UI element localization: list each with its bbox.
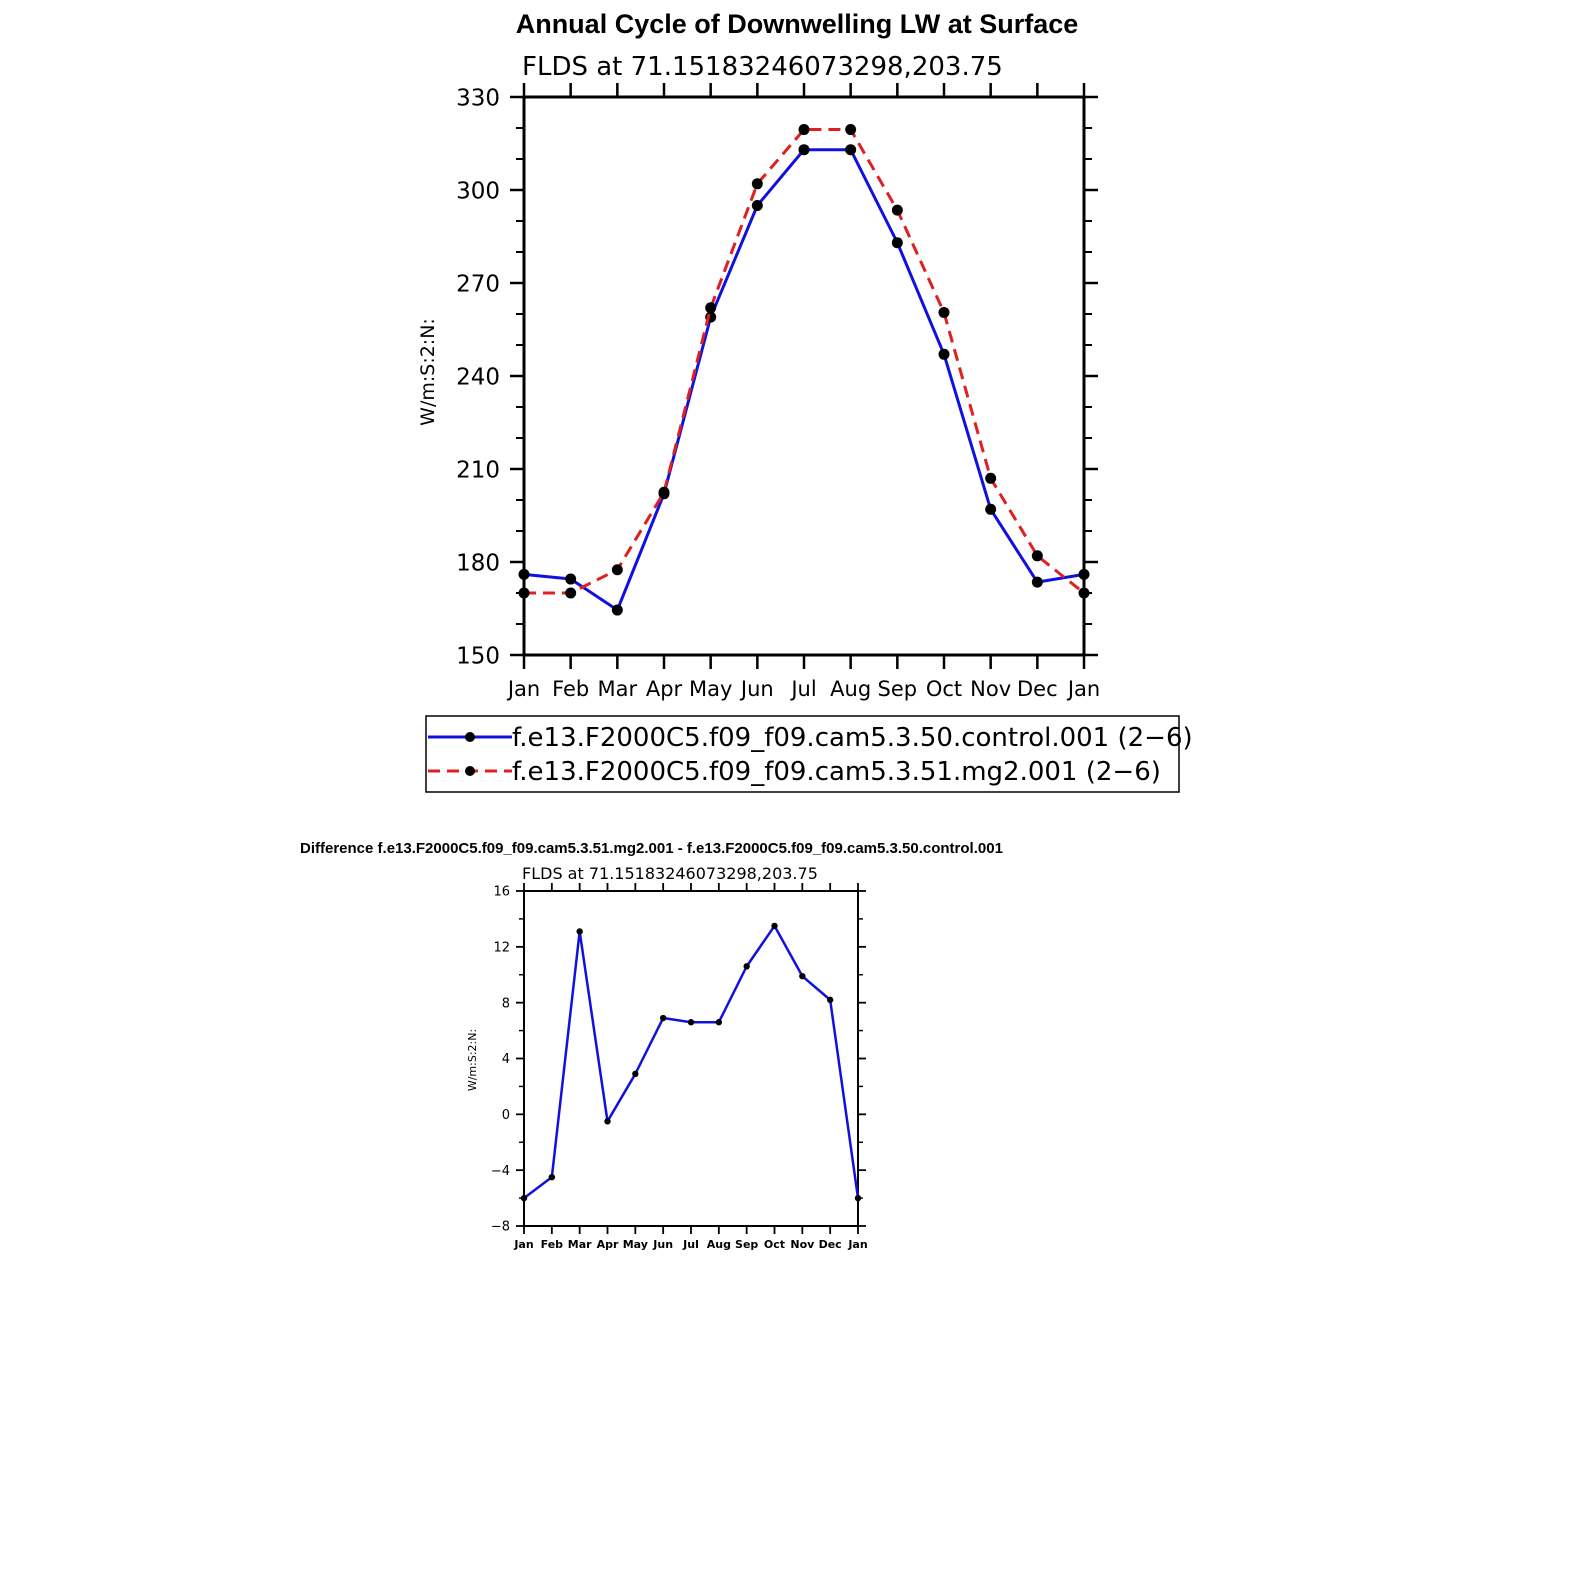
main-data-point (845, 144, 856, 155)
difference-chart (300, 840, 1003, 1251)
diff-data-point (771, 923, 777, 929)
main-data-point (939, 307, 950, 318)
main-data-point (519, 588, 530, 599)
diff-data-point (855, 1195, 861, 1201)
main-y-tick-label: 150 (456, 643, 500, 670)
diff-x-tick-label: Feb (540, 1238, 564, 1251)
series-lines (519, 124, 1090, 616)
diff-y-tick-label: −4 (490, 1163, 510, 1179)
main-x-tick-label: May (688, 677, 733, 701)
main-data-point (612, 564, 623, 575)
main-x-tick-label: Jun (740, 677, 774, 701)
diff-data-point (799, 973, 805, 979)
main-x-tick-label: Mar (597, 677, 638, 701)
main-data-point (1032, 577, 1043, 588)
annual-cycle-chart (417, 9, 1193, 792)
main-y-tick-label: 240 (456, 364, 500, 391)
main-data-point (612, 605, 623, 616)
main-data-point (752, 200, 763, 211)
main-data-point (845, 124, 856, 135)
diff-data-point (660, 1015, 666, 1021)
diff-data-point (549, 1174, 555, 1180)
main-data-point (519, 569, 530, 580)
main-x-tick-label: Jan (507, 677, 541, 701)
diff-x-tick-label: Mar (567, 1238, 592, 1251)
main-y-tick-label: 300 (456, 178, 500, 205)
diff-y-tick-label: −8 (490, 1219, 510, 1235)
diff-data-point (688, 1019, 694, 1025)
main-data-point (985, 473, 996, 484)
main-data-point (939, 349, 950, 360)
chart-title: Annual Cycle of Downwelling LW at Surface (515, 9, 1079, 39)
difference-plot-frame (491, 883, 868, 1251)
main-x-tick-label: Feb (552, 677, 590, 701)
diff-y-tick-label: 0 (501, 1108, 510, 1124)
plot-frame (456, 83, 1100, 701)
diff-x-tick-label: Nov (790, 1238, 815, 1251)
difference-subtitle: FLDS at 71.15183246073298,203.75 (522, 864, 818, 883)
diff-data-point (521, 1195, 527, 1201)
main-data-point (565, 588, 576, 599)
diff-y-tick-label: 16 (493, 884, 510, 900)
main-data-point (799, 124, 810, 135)
main-x-tick-label: Jul (791, 677, 817, 701)
diff-y-tick-label: 4 (501, 1052, 510, 1068)
main-x-tick-label: Apr (645, 677, 683, 701)
main-x-tick-label: Dec (1017, 677, 1058, 701)
y-axis-label: W/m:S:2:N: (417, 318, 439, 426)
main-data-point (659, 487, 670, 498)
diff-x-tick-label: Sep (735, 1238, 759, 1251)
main-x-tick-label: Nov (970, 677, 1012, 701)
main-y-tick-label: 330 (456, 85, 500, 112)
diff-data-point (632, 1071, 638, 1077)
diff-x-tick-label: Jan (848, 1238, 868, 1251)
main-data-point (799, 144, 810, 155)
main-series-line-0 (524, 150, 1084, 610)
diff-x-tick-label: Oct (763, 1238, 786, 1251)
legend-marker-control (465, 732, 475, 742)
diff-x-tick-label: Aug (706, 1238, 731, 1251)
main-data-point (705, 302, 716, 313)
main-x-tick-label: Sep (877, 677, 918, 701)
main-data-point (1079, 588, 1090, 599)
diff-data-point (604, 1118, 610, 1124)
diff-x-tick-label: Jul (683, 1238, 699, 1251)
difference-series-lines (521, 923, 861, 1202)
diff-series-line-0 (524, 926, 858, 1198)
main-data-point (752, 178, 763, 189)
main-y-tick-label: 210 (456, 457, 500, 484)
main-plot-border (524, 97, 1084, 655)
main-data-point (1032, 550, 1043, 561)
main-x-tick-label: Oct (925, 677, 963, 701)
legend-label-control: f.e13.F2000C5.f09_f09.cam5.3.50.control.001 (2−6) (512, 723, 1193, 753)
diff-data-point (827, 997, 833, 1003)
diff-data-point (576, 928, 582, 934)
main-y-tick-label: 270 (456, 271, 500, 298)
difference-y-axis-label: W/m:S:2:N: (466, 1028, 479, 1092)
legend-marker-mg2 (465, 766, 475, 776)
legend (426, 716, 1193, 792)
main-data-point (892, 237, 903, 248)
chart-subtitle: FLDS at 71.15183246073298,203.75 (522, 52, 1003, 82)
diff-x-tick-label: Apr (596, 1238, 619, 1251)
diff-data-point (743, 963, 749, 969)
main-x-tick-label: Aug (830, 677, 872, 701)
main-data-point (892, 205, 903, 216)
main-data-point (1079, 569, 1090, 580)
diff-x-tick-label: Jan (514, 1238, 534, 1251)
difference-title: Difference f.e13.F2000C5.f09_f09.cam5.3.51.mg2.001 - f.e13.F2000C5.f09_f09.cam5.3.50.control.001 (300, 840, 1003, 857)
diff-x-tick-label: Jun (653, 1238, 674, 1251)
diff-y-tick-label: 8 (501, 996, 510, 1012)
diff-y-tick-label: 12 (493, 940, 510, 956)
diff-data-point (716, 1019, 722, 1025)
main-x-tick-label: Jan (1067, 677, 1101, 701)
diff-x-tick-label: Dec (818, 1238, 842, 1251)
diff-x-tick-label: May (622, 1238, 648, 1251)
legend-label-mg2: f.e13.F2000C5.f09_f09.cam5.3.51.mg2.001 (2−6) (512, 757, 1161, 787)
diff-plot-border (524, 891, 858, 1226)
main-y-tick-label: 180 (456, 550, 500, 577)
main-data-point (565, 574, 576, 585)
main-data-point (985, 504, 996, 515)
